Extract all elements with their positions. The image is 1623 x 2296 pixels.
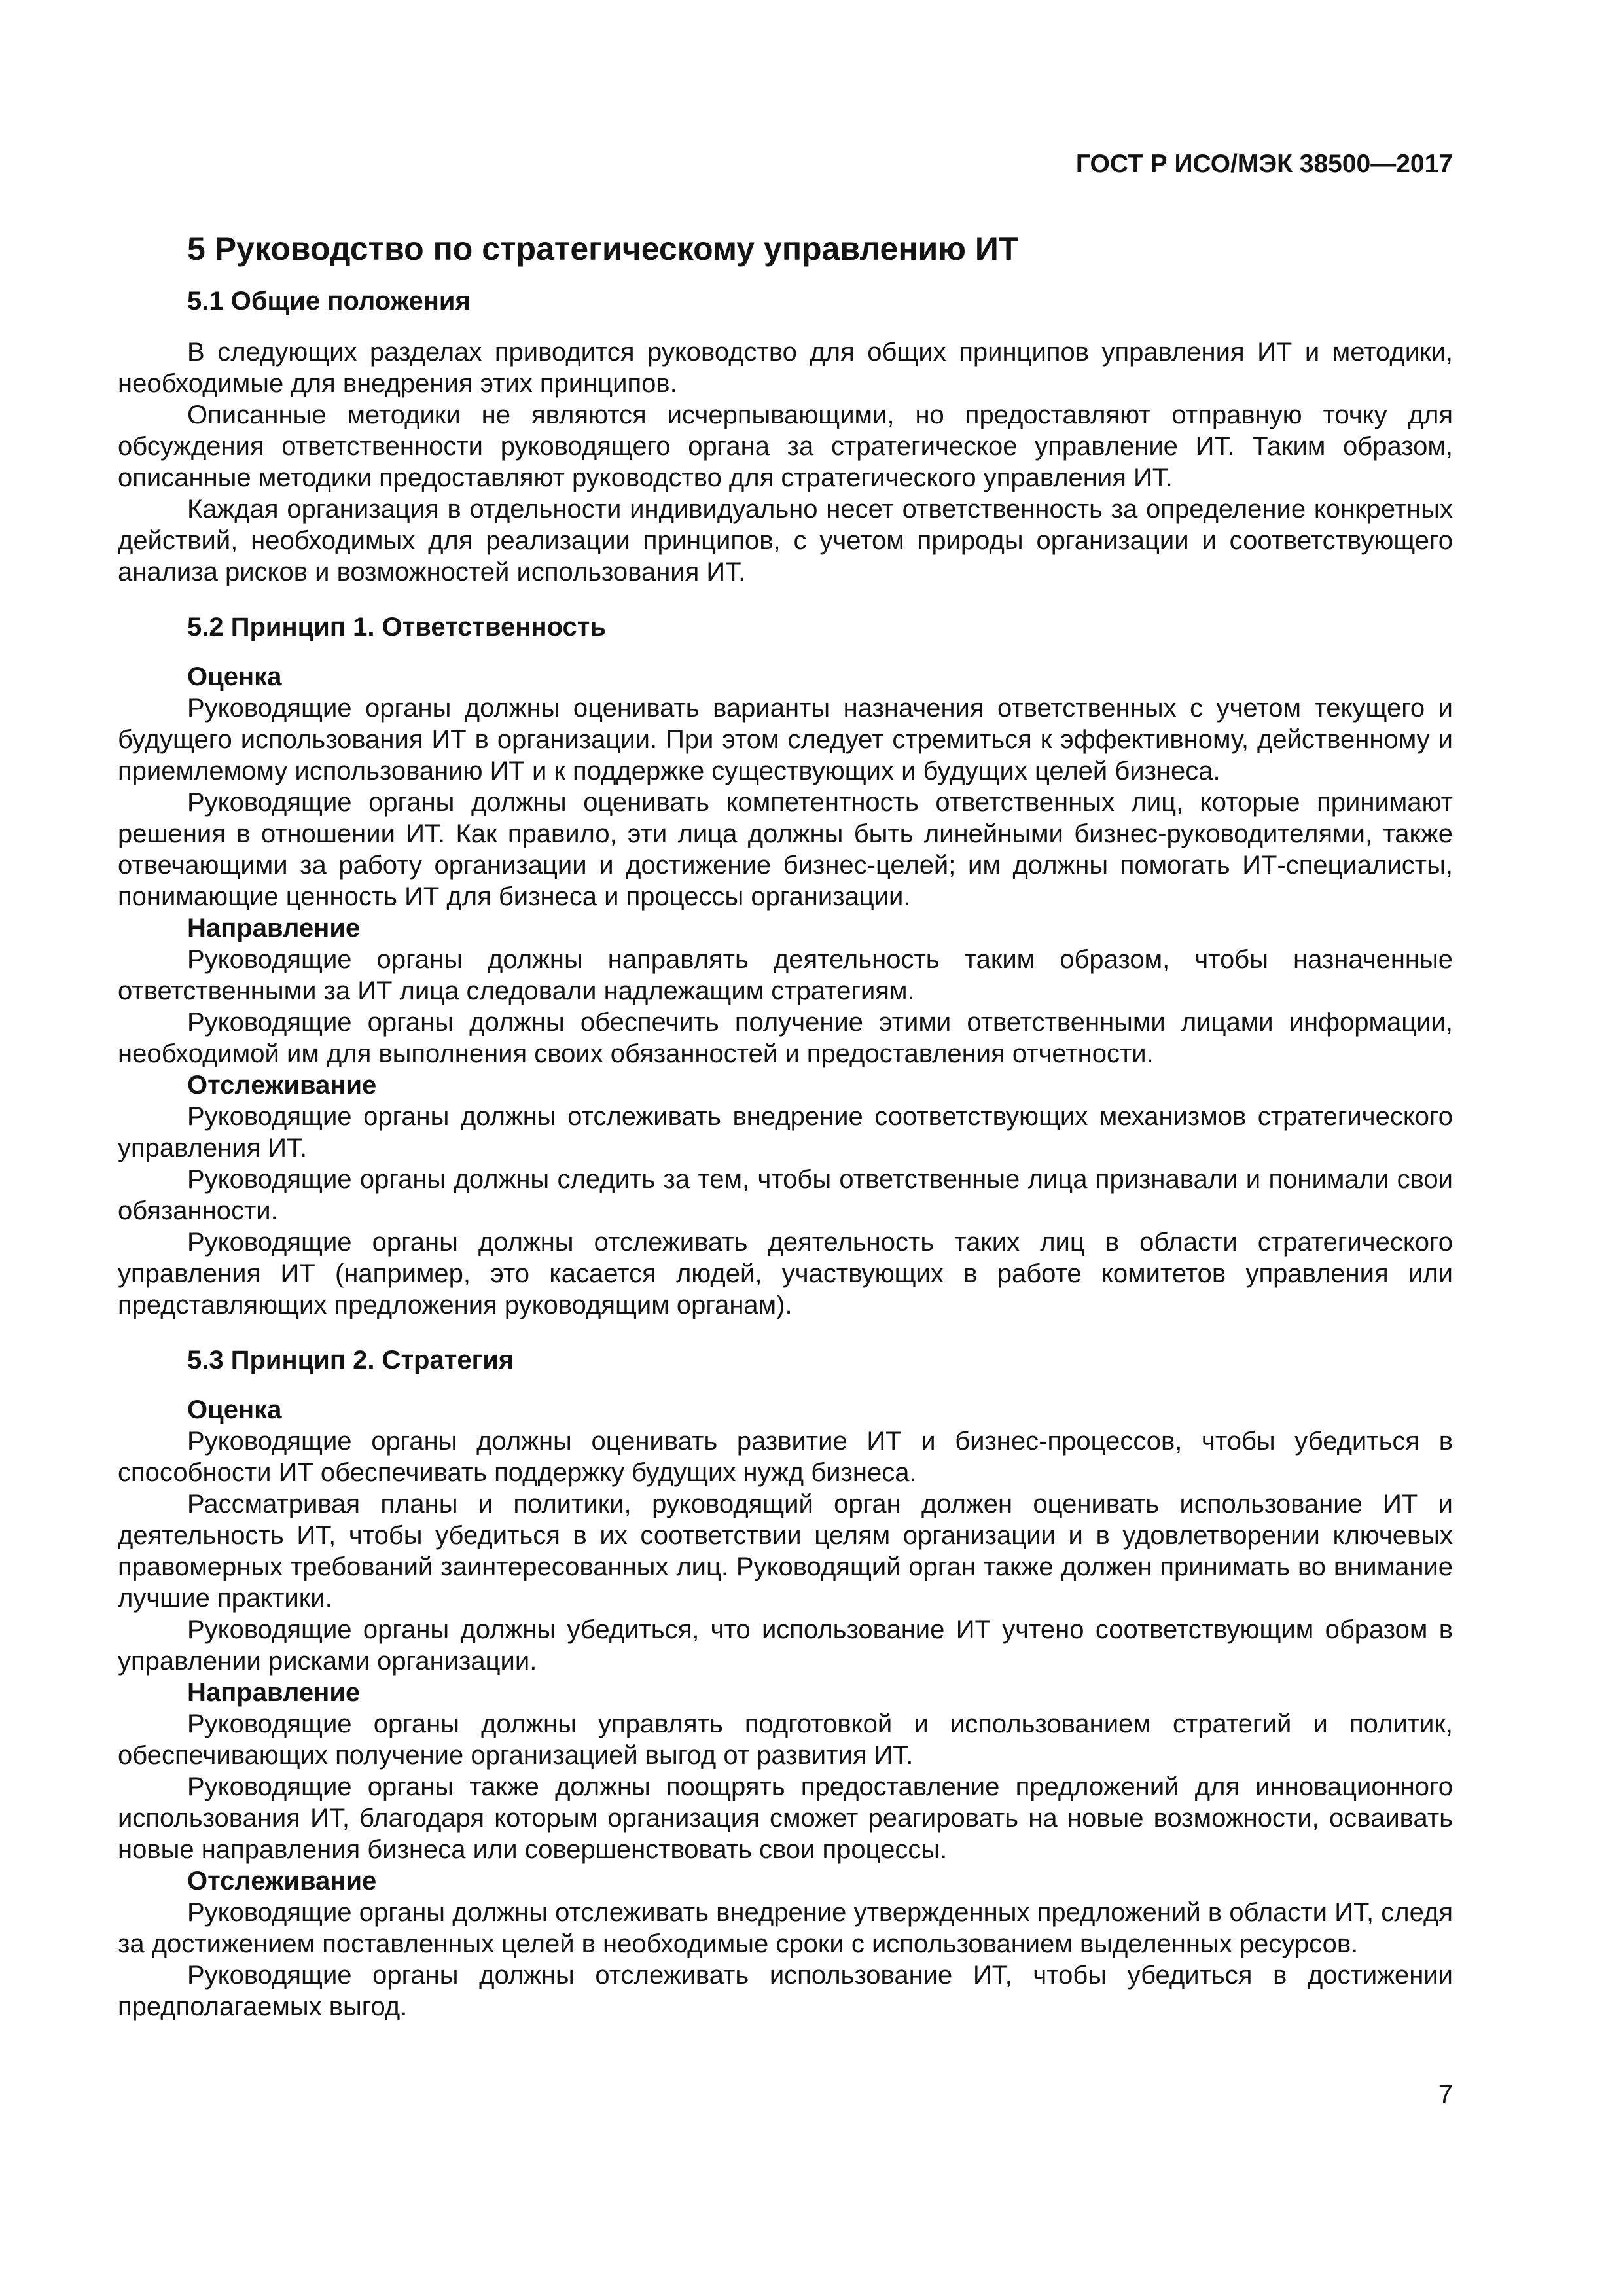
subsection-title-5-2: 5.2 Принцип 1. Ответственность (187, 613, 606, 641)
paragraph: В следующих разделах приводится руководство для общих принципов управления ИТ и методики, необходимые для внедрения этих принципов. (118, 338, 1453, 398)
paragraph: Руководящие органы должны управлять подготовкой и использованием стратегий и политик, обеспечивающих получение организацией выгод от развития ИТ. (118, 1710, 1453, 1770)
paragraph: Руководящие органы должны отслеживать деятельность таких лиц в области стратегического управления ИТ (например, это касается людей, участвующих в работе комитетов управления или представляющих предложения руководящим органам). (118, 1228, 1453, 1319)
paragraph: Руководящие органы также должны поощрять предоставление предложений для инновационного использования ИТ, благодаря которым организация сможет реагировать на новые возможности, осваивать новые направления бизнеса или совершенствовать свои процессы. (118, 1772, 1453, 1864)
label-evaluate: Оценка (187, 662, 282, 691)
paragraph: Руководящие органы должны убедиться, что использование ИТ учтено соответствующим образом в управлении рисками организации. (118, 1615, 1453, 1676)
paragraph: Руководящие органы должны отслеживать использование ИТ, чтобы убедиться в достижении предполагаемых выгод. (118, 1961, 1453, 2021)
document-header: ГОСТ Р ИСО/МЭК 38500—2017 (1075, 150, 1453, 178)
paragraph: Руководящие органы должны направлять деятельность таким образом, чтобы назначенные ответственными за ИТ лица следовали надлежащим стратегиям. (118, 945, 1453, 1005)
label-direct: Направление (187, 1678, 361, 1707)
paragraph: Руководящие органы должны оценивать компетентность ответственных лиц, которые принимают решения в отношении ИТ. Как правило, эти лица должны быть линейными бизнес-руководителями, также отвечающими за работу организации и достижение бизнес-целей; им должны помогать ИТ-специалисты, понимающие ценность ИТ для бизнеса и процессы организации. (118, 788, 1453, 911)
document-page (118, 149, 1453, 2231)
paragraph: Каждая организация в отдельности индивидуально несет ответственность за определение конкретных действий, необходимых для реализации принципов, с учетом природы организации и соответствующего анализа рисков и возможностей использования ИТ. (118, 495, 1453, 586)
paragraph: Руководящие органы должны следить за тем, чтобы ответственные лица признавали и понимали свои обязанности. (118, 1165, 1453, 1225)
label-monitor: Отслеживание (187, 1867, 377, 1895)
section-title: 5 Руководство по стратегическому управлению ИТ (187, 230, 1019, 267)
paragraph: Руководящие органы должны отслеживать внедрение утвержденных предложений в области ИТ, следя за достижением поставленных целей в необходимые сроки с использованием выделенных ресурсов. (118, 1898, 1453, 1958)
subsection-title-5-3: 5.3 Принцип 2. Стратегия (187, 1346, 514, 1374)
paragraph: Руководящие органы должны оценивать варианты назначения ответственных с учетом текущего и будущего использования ИТ в организации. При этом следует стремиться к эффективному, действенному и приемлемому использованию ИТ и к поддержке существующих и будущих целей бизнеса. (118, 694, 1453, 785)
label-monitor: Отслеживание (187, 1071, 377, 1100)
paragraph: Руководящие органы должны отслеживать внедрение соответствующих механизмов стратегического управления ИТ. (118, 1102, 1453, 1162)
label-evaluate: Оценка (187, 1395, 282, 1424)
label-direct: Направление (187, 914, 361, 942)
page-number: 7 (1438, 2080, 1453, 2109)
paragraph: Руководящие органы должны оценивать развитие ИТ и бизнес-процессов, чтобы убедиться в способности ИТ обеспечивать поддержку будущих нужд бизнеса. (118, 1427, 1453, 1487)
paragraph: Описанные методики не являются исчерпывающими, но предоставляют отправную точку для обсуждения ответственности руководящего органа за стратегическое управление ИТ. Таким образом, описанные методики предоставляют руководство для стратегического управления ИТ. (118, 401, 1453, 492)
subsection-title-5-1: 5.1 Общие положения (187, 287, 471, 315)
paragraph: Руководящие органы должны обеспечить получение этими ответственными лицами информации, необходимой им для выполнения своих обязанностей и предоставления отчетности. (118, 1008, 1453, 1068)
paragraph: Рассматривая планы и политики, руководящий орган должен оценивать использование ИТ и деятельность ИТ, чтобы убедиться в их соответствии целям организации и в удовлетворении ключевых правомерных требований заинтересованных лиц. Руководящий орган также должен принимать во внимание лучшие практики. (118, 1490, 1453, 1613)
